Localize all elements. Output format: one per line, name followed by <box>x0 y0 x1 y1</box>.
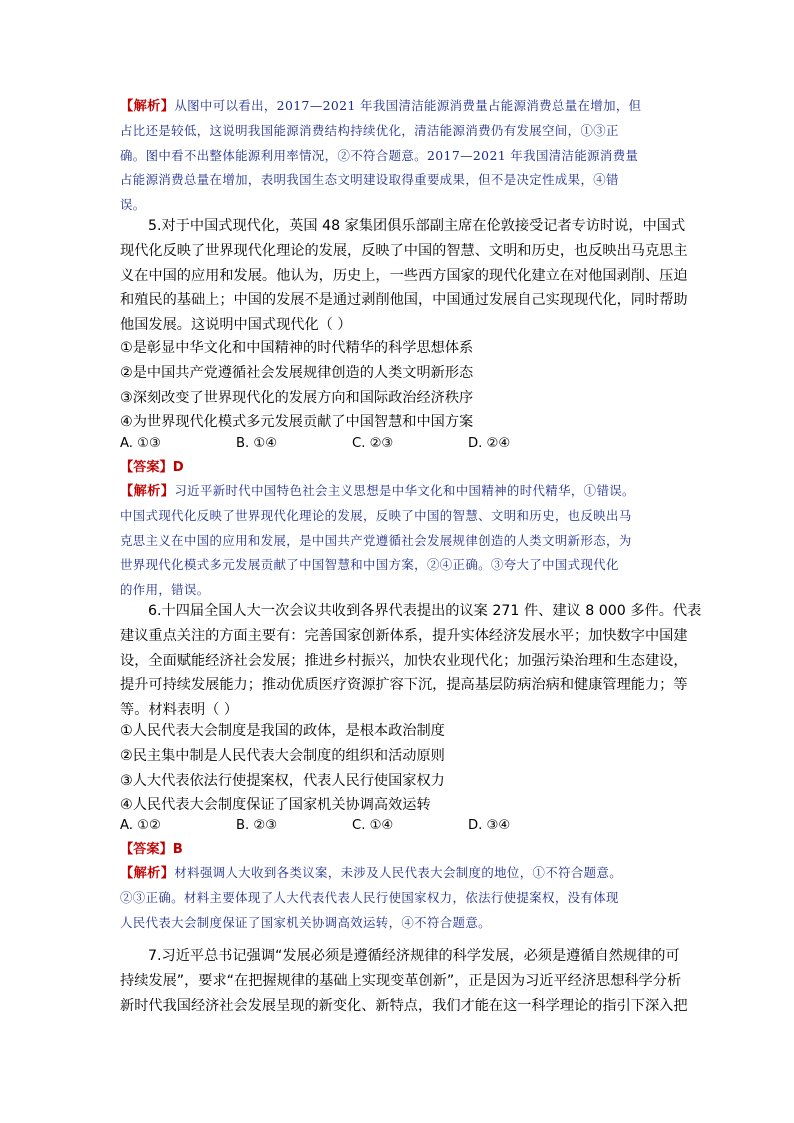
choice-a: A. ①③ <box>120 436 161 451</box>
question-7-stem <box>120 944 688 1018</box>
question-6-options <box>120 719 682 818</box>
question-line: 设，全面赋能经济社会发展；推进乡村振兴，加快农业现代化；加强污染治理和生态建设， <box>120 652 688 669</box>
question-5-choices <box>120 432 682 456</box>
choice-c: C. ①④ <box>352 818 394 833</box>
analysis-line: 占能源消费总量在增加，表明我国生态文明建设取得重要成果，但不是决定性成果，④错 <box>120 172 619 188</box>
option-item: ①是彰显中华文化和中国精神的时代精华的科学思想体系 <box>120 340 474 356</box>
question-line: 现代化反映了世界现代化理论的发展，反映了中国的智慧、文明和历史，也反映出马克思主 <box>120 242 688 259</box>
option-item: ④人民代表大会制度保证了国家机关协调高效运转 <box>120 797 431 814</box>
choice-d: D. ②④ <box>468 436 511 451</box>
question-line: 5.对于中国式现代化，英国 48 家集团俱乐部副主席在伦敦接受记者专访时说，中国式 <box>148 218 686 234</box>
analysis-line: 克思主义在中国的应用和发展，是中国共产党遵循社会发展规律创造的人类文明新形态，为 <box>120 532 632 548</box>
option-item: ②是中国共产党遵循社会发展规律创造的人类文明新形态 <box>120 364 474 381</box>
analysis-line: 占比还是较低，这说明我国能源消费结构持续优化，清洁能源消费仍有发展空间，①③正 <box>120 123 619 139</box>
question-line: 等。材料表明（ ） <box>120 702 239 719</box>
question-6-choices <box>120 814 682 838</box>
question-line: 他国发展。这说明中国式现代化（ ） <box>120 317 352 334</box>
question-5-options <box>120 336 682 435</box>
analysis-block-4 <box>120 94 682 217</box>
question-line: 7.习近平总书记强调“发展必须是遵循经济规律的科学发展，必须是遵循自然规律的可 <box>148 948 680 964</box>
question-line: 新时代我国经济社会发展呈现的新变化、新特点，我们才能在这一科学理论的指引下深入把 <box>120 997 688 1014</box>
analysis-line: 【解析】从图中可以看出，2017—2021 年我国清洁能源消费量占能源消费总量在增加，但 <box>120 98 642 114</box>
analysis-block-6 <box>120 861 682 935</box>
analysis-tag: 【解析】 <box>120 484 175 499</box>
analysis-line: 世界现代化模式多元发展贡献了中国智慧和中国方案，②④正确。③夸大了中国式现代化 <box>120 557 619 573</box>
option-item: ③深刻改变了世界现代化的发展方向和国际政治经济秩序 <box>120 389 474 406</box>
option-item: ③人大代表依法行使提案权，代表人民行使国家权力 <box>120 772 445 789</box>
option-item: ④为世界现代化模式多元发展贡献了中国智慧和中国方案 <box>120 414 474 431</box>
analysis-line: 误。 <box>120 196 146 212</box>
analysis-block-5 <box>120 479 682 602</box>
question-line: 6.十四届全国人大一次会议共收到各界代表提出的议案 271 件、建议 8 000 多件。代表 <box>148 603 702 619</box>
choice-b: B. ②③ <box>236 818 278 833</box>
question-line: 持续发展”，要求“在把握规律的基础上实现变革创新”，正是因为习近平经济思想科学分析 <box>120 972 682 989</box>
analysis-line: 的作用，错误。 <box>120 581 210 597</box>
answer-5: 【答案】D <box>120 460 184 475</box>
answer-6: 【答案】B <box>120 842 183 857</box>
option-item: ①人民代表大会制度是我国的政体，是根本政治制度 <box>120 723 445 739</box>
question-line: 和殖民的基础上；中国的发展不是通过剥削他国，中国通过发展自己实现现代化，同时帮助 <box>120 292 688 309</box>
analysis-line: 人民代表大会制度保证了国家机关协调高效运转，④不符合题意。 <box>120 914 491 930</box>
choice-b: B. ①④ <box>236 436 278 451</box>
question-5-stem <box>120 214 688 338</box>
choice-a: A. ①② <box>120 818 161 833</box>
analysis-tag: 【解析】 <box>120 866 175 881</box>
question-line: 提升可持续发展能力；推动优质医疗资源扩容下沉，提高基层防病治病和健康管理能力；等 <box>120 677 688 694</box>
analysis-line: ②③正确。材料主要体现了人大代表代表人民行使国家权力，依法行使提案权，没有体现 <box>120 890 619 906</box>
analysis-tag: 【解析】 <box>120 99 175 114</box>
choice-c: C. ②③ <box>352 436 394 451</box>
analysis-line: 【解析】材料强调人大收到各类议案，未涉及人民代表大会制度的地位，①不符合题意。 <box>120 865 623 881</box>
analysis-line: 中国式现代化反映了世界现代化理论的发展，反映了中国的智慧、文明和历史，也反映出马 <box>120 508 632 524</box>
question-line: 建议重点关注的方面主要有：完善国家创新体系，提升实体经济发展水平；加快数字中国建 <box>120 627 688 644</box>
question-6-stem <box>120 599 702 723</box>
option-item: ②民主集中制是人民代表大会制度的组织和活动原则 <box>120 747 445 764</box>
question-line: 义在中国的应用和发展。他认为，历史上，一些西方国家的现代化建立在对他国剥削、压迫 <box>120 267 688 284</box>
analysis-line: 确。图中看不出整体能源利用率情况，②不符合题意。2017—2021 年我国清洁能源消费量 <box>120 147 639 163</box>
analysis-line: 【解析】习近平新时代中国特色社会主义思想是中华文化和中国精神的时代精华，①错误。 <box>120 483 635 499</box>
choice-d: D. ③④ <box>468 818 511 833</box>
